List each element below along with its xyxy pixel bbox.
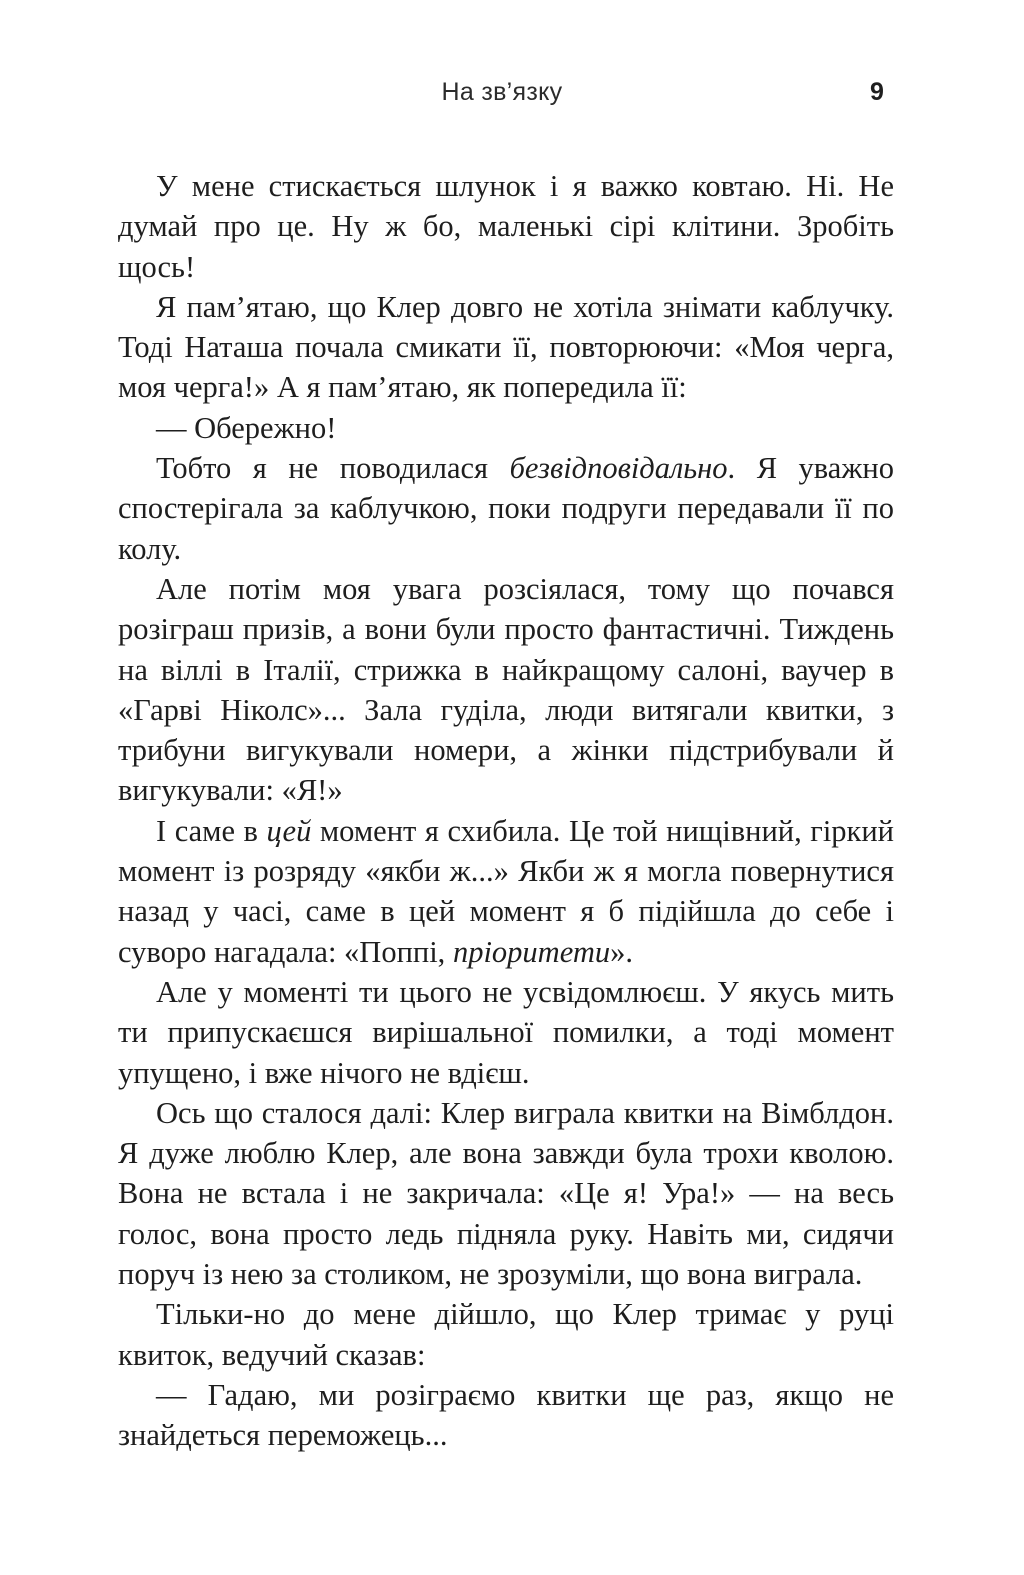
paragraph-8: Ось що сталося далі: Клер виграла квитки на Вімблдон. Я дуже люблю Клер, але вона завжди була трохи кволою. Вона не встала і не закричала: «Це я! Ура!» — на весь голос, вона просто ледь підняла руку. Навіть ми, сидячи поруч із нею за столиком, не зрозуміли, що вона виграла. bbox=[118, 1095, 894, 1292]
paragraph-2: Я пам’ятаю, що Клер довго не хотіла знімати каблучку. Тоді Наташа почала смикати її, повторюючи: «Моя черга, моя черга!» А я пам’ятаю, як попередила її: bbox=[118, 289, 894, 405]
italic-word: цей bbox=[266, 813, 312, 848]
italic-word: безвідповідально bbox=[509, 451, 728, 486]
page-header bbox=[0, 78, 1024, 114]
italic-word: пріоритети bbox=[452, 934, 611, 969]
paragraph-4: Тобто я не поводилася безвідповідально. Я уважно спостерігала за каблучкою, поки подруги передавали її по колу. bbox=[118, 451, 894, 566]
paragraph-7: Але у моменті ти цього не усвідомлюєш. У якусь мить ти припускаєшся вирішальної помилки, а тоді момент упущено, і вже нічого не вдієш. bbox=[118, 974, 894, 1090]
paragraph-3: — Обережно! bbox=[156, 410, 337, 445]
paragraph-9: Тільки-но до мене дійшло, що Клер тримає у руці квиток, ведучий сказав: bbox=[118, 1297, 894, 1372]
body-text bbox=[118, 166, 894, 1456]
paragraph-6: І саме в цей момент я схибила. Це той нищівний, гіркий момент із розряду «якби ж...» Якби ж я могла повернутися назад у часі, саме в цей момент я б підійшла до себе і суворо нагадала: «Поппі, пріоритети». bbox=[118, 813, 895, 969]
running-title: На зв’язку bbox=[441, 78, 563, 106]
page-number: 9 bbox=[870, 78, 884, 106]
paragraph-10: — Гадаю, ми розіграємо квитки ще раз, якщо не знайдеться переможець... bbox=[118, 1377, 894, 1453]
paragraph-1: У мене стискається шлунок і я важко ковтаю. Ні. Не думай про це. Ну ж бо, маленькі сірі клітини. Зробіть щось! bbox=[118, 169, 894, 284]
paragraph-5: Але потім моя увага розсіялася, тому що почався розіграш призів, а вони були просто фантастичні. Тиждень на віллі в Італії, стрижка в найкращому салоні, ваучер в «Гарві Ніколс»... Зала гуділа, люди витягали квитки, з трибуни вигукували номери, а жінки підстрибували й вигукували: «Я!» bbox=[118, 571, 894, 808]
